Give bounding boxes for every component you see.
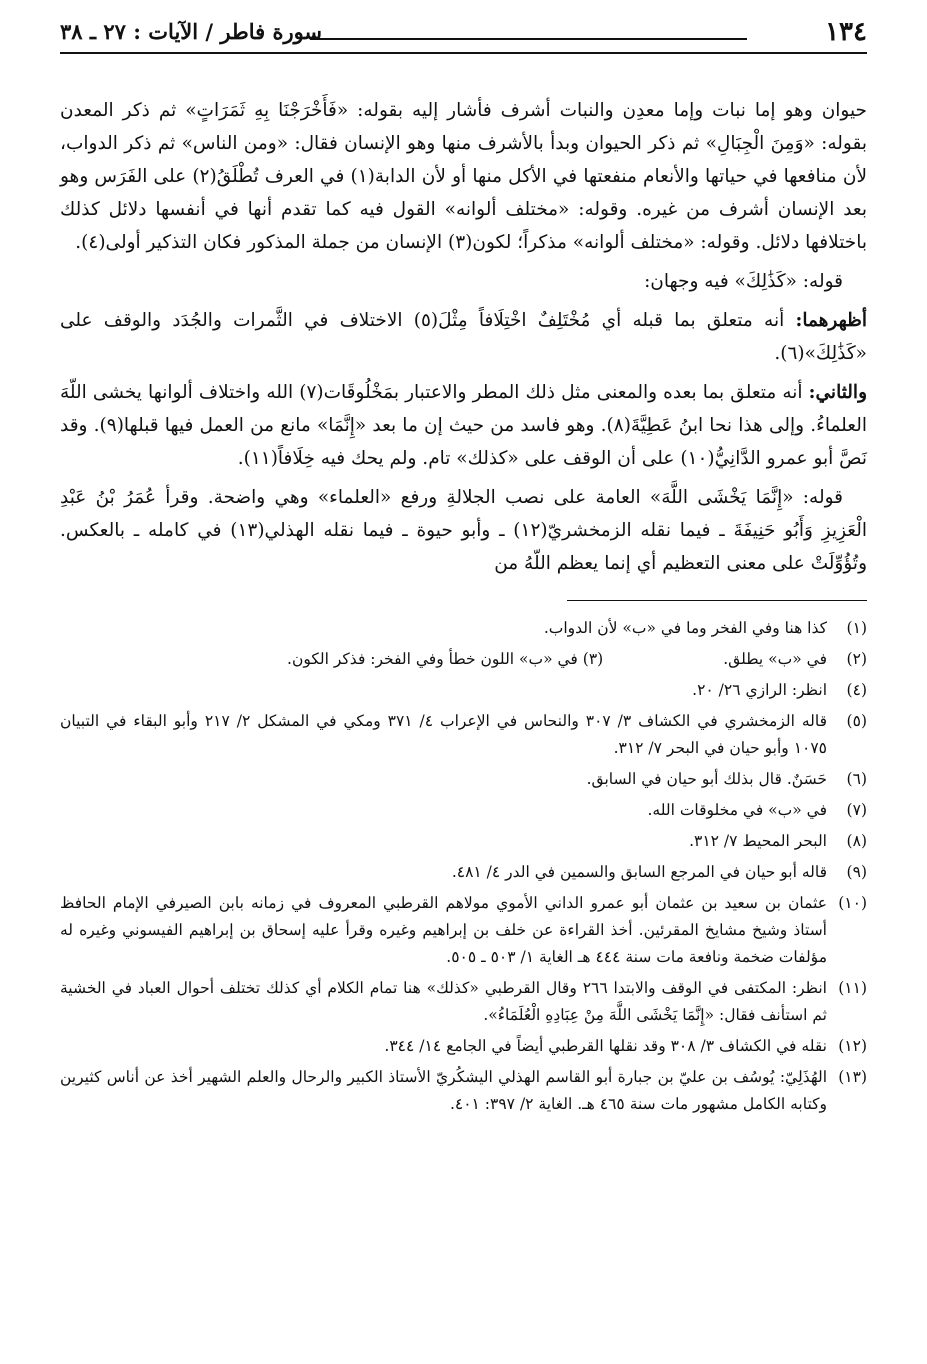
footnote (60, 859, 867, 886)
footnote-text: قاله الزمخشري في الكشاف ٣/ ٣٠٧ والنحاس في الإعراب ٤/ ٣٧١ ومكي في المشكل ٢/ ٢١٧ وأبو البقاء في التبيان ١٠٧٥ وأبو حيان في البحر ٧/ ٣١٢. (60, 712, 827, 757)
footnote (60, 890, 867, 971)
paragraph-lead: أظهرهما: (795, 310, 868, 331)
footnote-number: (١٠) (838, 894, 867, 912)
main-text (60, 94, 867, 580)
page-number: ١٣٤ (825, 17, 867, 47)
footnotes (60, 615, 867, 1118)
footnote-text: انظر: المكتفى في الوقف والابتدا ٢٦٦ وقال القرطبي «كذلك» هنا تمام الكلام أي كذلك تختلف أحوال العباد في الخشية ثم استأنف فقال: «إِنَّمَا يَخْشَى اللَّهَ مِنْ عِبَادِهِ الْعُلَمَاءُ». (60, 979, 827, 1024)
footnote (60, 766, 867, 793)
footnote-number: (١١) (838, 979, 867, 997)
footnote-text: كذا هنا وفي الفخر وما في «ب» لأن الدواب. (543, 619, 827, 637)
footnote (60, 797, 867, 824)
footnote-number: (٥) (846, 712, 867, 730)
paragraph: حيوان وهو إما نبات وإما معدِن والنبات أشرف فأشار إليه بقوله: «فَأَخْرَجْنَا بِهِ ثَمَرَاتٍ» ثم ذكر المعدن بقوله: «وَمِنَ الْجِبَالِ» ثم ذكر الحيوان وبدأ بالأشرف منها وهو الإنسان فقال: «ومن الناس» ثم ذكر الدواب، لأن منافعها في حياتها والأنعام منفعتها في الأكل منها أو لأن الدابة(١) في العرف تُطْلَقُ(٢) على الفَرَس وهو بعد الإنسان أشرف من غيره. وقوله: «مختلف ألوانه» القول فيه كما تقدم أنها في أنفسها دلائل كذلك باختلافها دلائل. وقوله: «مختلف ألوانه» مذكراً؛ لكون(٣) الإنسان من جملة المذكور فكان التذكير أولى(٤). (60, 100, 867, 253)
footnote (60, 708, 867, 762)
paragraph-text: أنه متعلق بما قبله أي مُخْتَلِفٌ اخْتِلَافاً مِثْلَ(٥) الاختلاف في الثَّمرات والجُدَد والوقف على «كَذَٰلِكَ»(٦). (60, 310, 867, 364)
paragraph: قوله: «كَذَٰلِكَ» فيه وجهان: (644, 271, 843, 292)
footnote-text: انظر: الرازي ٢٦/ ٢٠. (692, 681, 827, 699)
footnote (60, 1064, 867, 1118)
footnote-text: نقله في الكشاف ٣/ ٣٠٨ وقد نقلها القرطبي أيضاً في الجامع ١٤/ ٣٤٤. (384, 1037, 827, 1055)
page-header (60, 16, 867, 54)
footnote-number: (١٣) (838, 1068, 867, 1086)
footnote (60, 1033, 867, 1060)
footnote-text: في «ب» في مخلوقات الله. (647, 801, 827, 819)
paragraph-text: أنه متعلق بما بعده والمعنى مثل ذلك المطر والاعتبار بمَخْلُوقَات(٧) الله واختلاف ألوانها يخشى اللّهَ العلماءُ. وإلى هذا نحا ابنُ عَطِيَّةَ(٨). وهو فاسد من حيث إن ما بعد «إِنَّمَا» مانع من العمل فيها قبلها(٩). وقد نَصَّ أبو عمرو الدَّانِيُّ(١٠) على أن الوقف على «كذلك» تام. ولم يحك فيه خِلَافاً(١١). (60, 382, 867, 469)
footnote-number: (٧) (846, 801, 867, 819)
footnote-text: عثمان بن سعيد بن عثمان أبو عمرو الداني الأموي مولاهم القرطبي المعروف في زمانه بابن الصيرفي الإمام الحافظ أستاذ وشيخ مشايخ المقرئين. أخذ القراءة عن خلف بن إبراهيم وغيره وقرأ عليه إسحاق بن إبراهيم الفيسوني وغيره له مؤلفات ضخمة ونافعة مات سنة ٤٤٤ هـ الغاية ١/ ٥٠٣ ـ ٥٠٥. (60, 894, 827, 966)
footnote-number: (١) (846, 619, 867, 637)
footnote-number: (٣) (582, 650, 604, 668)
running-title: سورة فاطر / الآيات : ٢٧ ـ ٣٨ (60, 19, 323, 44)
paragraph: قوله: «إِنَّمَا يَخْشَى اللَّهَ» العامة على نصب الجلالةِ ورفع «العلماء» وهي واضحة. وقرأ عُمَرُ بْنُ عَبْدِ الْعَزِيزِ وَأَبُو حَنِيفَةَ ـ فيما نقله الزمخشريّ(١٢) ـ وأبو حيوة ـ فيما نقله الهذلي(١٣) في كامله ـ بالعكس. وتُؤُوِّلَتْ على معنى التعظيم أي إنما يعظم اللّهُ من (60, 487, 867, 574)
footnote (60, 615, 867, 642)
footnote (60, 677, 867, 704)
footnote-text: البحر المحيط ٧/ ٣١٢. (689, 832, 827, 850)
header-rule (310, 38, 747, 40)
footnote-divider (567, 600, 867, 601)
footnote-number: (٤) (846, 681, 867, 699)
footnote-text: حَسَنٌ. قال بذلك أبو حيان في السابق. (586, 770, 827, 788)
footnote-pair (60, 646, 867, 673)
footnote (60, 828, 867, 855)
footnote-text: في «ب» اللون خطأ وفي الفخر: فذكر الكون. (287, 650, 578, 668)
book-page (60, 16, 867, 1122)
footnote-number: (٢) (846, 650, 867, 668)
paragraph (60, 376, 867, 475)
footnote (60, 975, 867, 1029)
footnote-number: (١٢) (838, 1037, 867, 1055)
footnote-number: (٦) (846, 770, 867, 788)
footnote-text: في «ب» يطلق. (723, 650, 827, 668)
footnote-text: الهُذَلِيّ: يُوسُف بن عليّ بن جبارة أبو القاسم الهذلي اليشكُريّ الأستاذ الكبير والرحال والعلم الشهير أخذ عن أناس كثيرين وكتابه الكامل مشهور مات سنة ٤٦٥ هـ. الغاية ٢/ ٣٩٧: ٤٠١. (60, 1068, 827, 1113)
footnote-text: قاله أبو حيان في المرجع السابق والسمين في الدر ٤/ ٤٨١. (451, 863, 827, 881)
paragraph-lead: والثاني: (808, 382, 867, 403)
footnote-number: (٩) (846, 863, 867, 881)
footnote-number: (٨) (846, 832, 867, 850)
paragraph (60, 304, 867, 370)
footnote-inline (287, 646, 603, 673)
